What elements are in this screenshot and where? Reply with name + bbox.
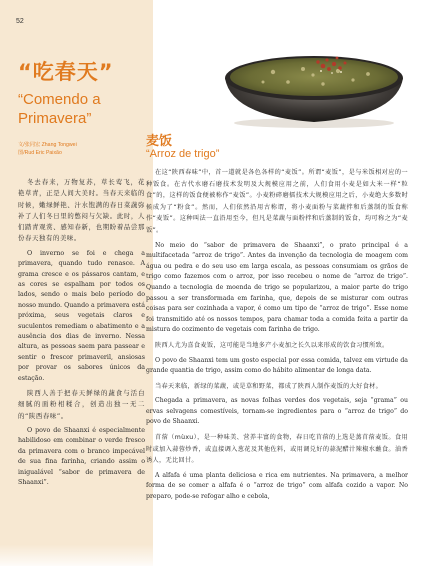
paragraph-pt: O povo de Shaanxi é especialmente habilidoso em combinar o verde fresco da primavera com o branco impecável de sua fina farinha, criando assim o inigualável “sabor de primavera de Shaanxi”.: [18, 426, 145, 486]
page-bottom-fade: [0, 544, 427, 566]
paragraph-pt: A alfafa é uma planta deliciosa e rica em nutrientes. Na primavera, a melhor forma de se comer a alfafa é o “arroz de trigo” com alfafa cozido a vapor. No preparo, pode-se refogar alho e cebola,: [146, 471, 408, 501]
byline: [18, 141, 152, 157]
paragraph-cn: 当春天来临，新绿的菜蔬，或是草和野菜，都成了陕西人制作麦饭的大好食材。: [155, 382, 383, 390]
paragraph-cn: 在这“陕西春味”中，首一道就是各色各样的“麦饭”。所谓“麦饭”，是与米饭相对应的一种饭食。在古代水磨石磨技术发明及大规模应用之前，人们食用小麦是如大米一样“粒食”的，这样的饭食便被称作“麦饭”。小麦粉碎磨擂技术大规模应用之后，小麦绝大多数时候成为了“粉食”。然而，人们依然沿用古称谓，将小麦面粉与菜蔬拌和后蒸制的饭食称作“麦饭”。这种叫法一直沿用至今，但凡是菜蔬与面粉拌和后蒸制的饭食，均可称之为“麦饭”。: [146, 169, 408, 234]
paragraph-pt: Chegada a primavera, as novas folhas verdes dos vegetais, seja “grama” ou ervas selvagens comestíveis, tornam-se ingredientes para o “arroz de trigo” do povo de Shaanxi.: [146, 397, 408, 426]
paragraph-pt: No meio do “sabor de primavera de Shaanxi”, o prato principal é a multifacetada “arroz de trigo”. Antes da invenção da tecnologia de moagem com água ou pedra e do seu uso em larga escala, as pessoas consumiam os grãos de trigo como fazemos com o arroz, por isso recebeu o nome de “arroz de trigo”. Quando a tecnologia de moenda de trigo se popularizou, a maior parte do trigo passou a ser transformada em farinha, que, depois de se misturar com outras coisas para ser cozinhada a vapor, é como um tipo de “arroz de trigo”. Esse nome foi transmitido até os nossos tempos, para chamar toda a comida feita a partir da mistura do cozimento de vegetais com farinha de trigo.: [146, 241, 408, 334]
article-title-portuguese: “Comendo a Primavera”: [18, 91, 101, 127]
photo-credit: 图/Rud Eric Paixão: [18, 150, 62, 156]
page-number: 52: [16, 18, 24, 25]
paragraph-cn: 苜蓿（mùxu），是一种味美、营养丰富的食物，春日吃苜蓿的上选是蒸苜蓿麦饭。食用时或加入蒜蓉炒香，或直接调入葱花及其他佐料，或用调兑好的蒜泥醋汁辣椒水蘸食。油香诱人，无比回甘。: [146, 434, 408, 465]
paragraph-pt: O inverno se foi e chega a primavera, quando tudo renasce. A grama cresce e os pássaros cantam, e as cores se espalham por todos os lados, sendo o mais belo período do nosso mundo. Quando a primavera está próxima, seus vegetais claros e suculentos remediam o abatimento e a ausência dos dias de inverno. Nessa altura, as pessoas saem para passear e sentir o frescor primaveril, ansiosas por provar os sabores únicos da estação.: [18, 249, 145, 382]
right-column-body: [146, 167, 408, 507]
paragraph-pt: O povo de Shaanxi tem um gosto especial por essa comida, talvez em virtude da grande quantia de trigo, assim como do hábito alimentar de longa data.: [146, 356, 408, 375]
paragraph-cn: 陕西人尤为喜食麦饭，这可能是当地多产小麦加之长久以来形成的饮食习惯所致。: [155, 341, 389, 349]
section-title-portuguese: “Arroz de trigo”: [146, 148, 220, 160]
paragraph-cn: 陕西人善于把春天鲜绿的蔬食与活白细腻的面粉相糅合，创造出独一无二的“陕西春味”。: [18, 389, 145, 420]
article-title-chinese: “吃春天”: [18, 60, 114, 84]
section-title-chinese: 麦饭: [146, 134, 173, 149]
food-bowl-photo: [213, 44, 415, 128]
paragraph-cn: 冬去春来，万物复苏，草长莺飞，花艳草青，正是人间大美时。当春天来临的时候，嫩绿鲜艳、汁水饱满的春日菜蔬弥补了人们冬日里的憋闷与欠缺。此时，人们踏青观赏、感知春新，也期盼着品尝那份春天独有的美味。: [18, 178, 145, 243]
left-column-body: [18, 177, 145, 492]
author-credit: 文/张同宏 Zhang Tongwei: [18, 142, 77, 148]
